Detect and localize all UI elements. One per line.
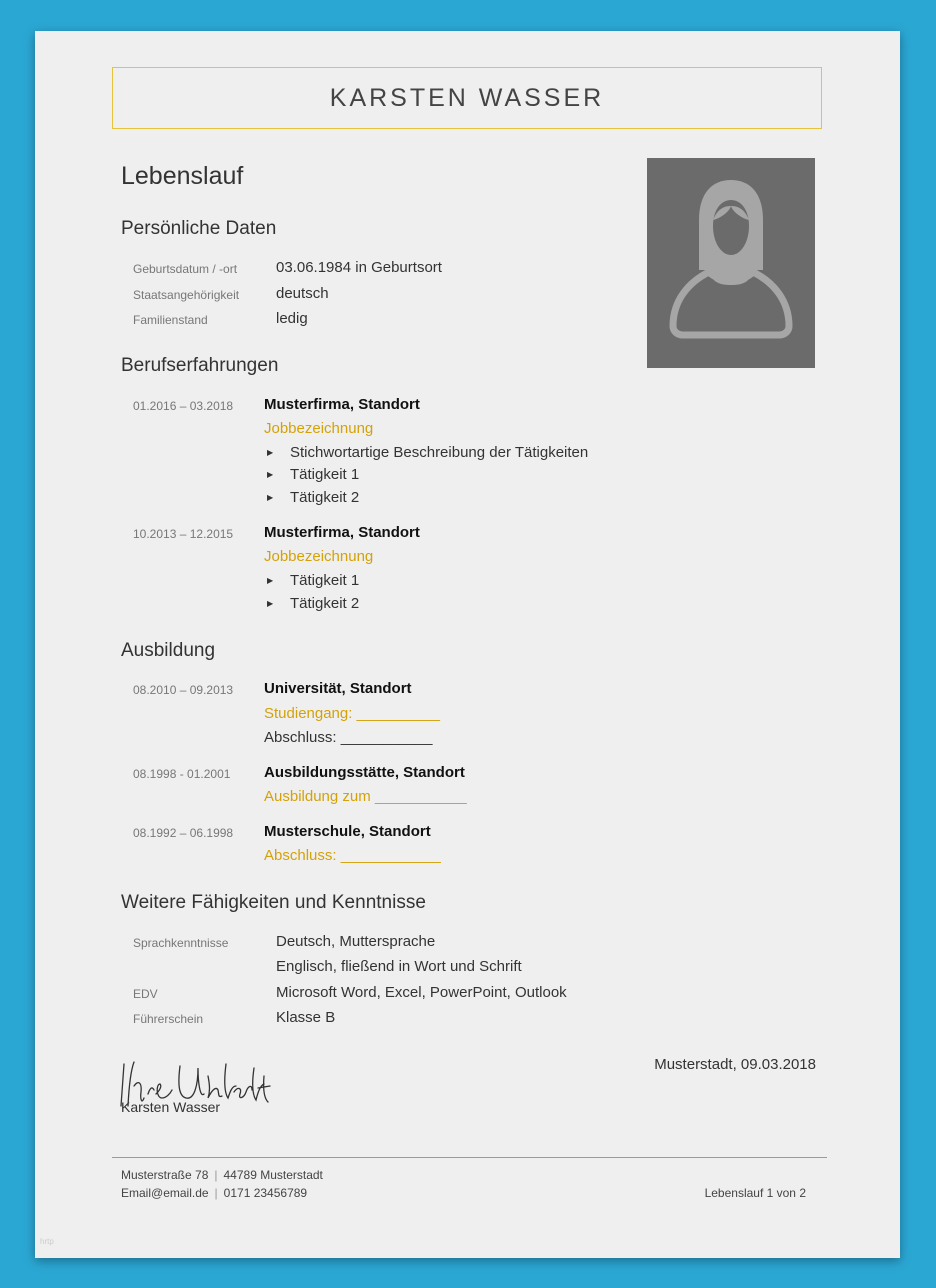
list-item: ▶ Stichwortartige Beschreibung der Tätigkeiten (267, 444, 589, 461)
person-silhouette-icon (647, 158, 815, 368)
place-date: Musterstadt, 09.03.2018 (654, 1056, 816, 1073)
experience-role-1: Jobbezeichnung (264, 420, 374, 437)
name-header (112, 67, 822, 129)
list-item: ▶ Tätigkeit 1 (267, 572, 360, 589)
section-heading-skills: Weitere Fähigkeiten und Kenntnisse (121, 892, 426, 913)
experience-company-1: Musterfirma, Standort (264, 396, 420, 413)
section-heading-experience: Berufserfahrungen (121, 355, 279, 376)
triangle-right-icon: ▶ (267, 493, 274, 502)
list-item: ▶ Tätigkeit 2 (267, 595, 360, 612)
edv-value: Microsoft Word, Excel, PowerPoint, Outlook (276, 984, 567, 1001)
footer-phone: 0171 23456789 (223, 1186, 308, 1200)
experience-company-2: Musterfirma, Standort (264, 524, 420, 541)
birth-value: 03.06.1984 in Geburtsort (276, 259, 442, 276)
page-number: Lebenslauf 1 von 2 (704, 1186, 806, 1200)
footer-email: Email@email.de (121, 1186, 209, 1200)
education-date-2: 08.1998 - 01.2001 (133, 767, 231, 781)
education-field-1: Studiengang: __________ (264, 705, 441, 722)
experience-date-2: 10.2013 – 12.2015 (133, 527, 234, 541)
languages-value-1: Deutsch, Muttersprache (276, 933, 436, 950)
edv-label: EDV (133, 987, 158, 1001)
languages-value-2: Englisch, fließend in Wort und Schrift (276, 958, 522, 975)
section-heading-education: Ausbildung (121, 640, 216, 661)
footer-address: Musterstraße 78 | 44789 Musterstadt (121, 1168, 323, 1182)
education-institution-2: Ausbildungsstätte, Standort (264, 764, 465, 781)
languages-label: Sprachkenntnisse (133, 936, 229, 950)
education-field-3: Abschluss: ____________ (264, 847, 441, 864)
experience-role-2: Jobbezeichnung (264, 548, 374, 565)
section-heading-personal: Persönliche Daten (121, 218, 277, 239)
cv-page (35, 31, 900, 1258)
education-institution-1: Universität, Standort (264, 680, 412, 697)
watermark: hrtp (40, 1237, 54, 1246)
footer-contact: Email@email.de | 0171 23456789 (121, 1186, 308, 1200)
footer-city: 44789 Musterstadt (223, 1168, 323, 1182)
document-title: Lebenslauf (121, 162, 244, 190)
experience-date-1: 01.2016 – 03.2018 (133, 399, 234, 413)
person-name: KARSTEN WASSER (329, 83, 605, 112)
license-label: Führerschein (133, 1012, 204, 1026)
education-date-1: 08.2010 – 09.2013 (133, 683, 234, 697)
education-institution-3: Musterschule, Standort (264, 823, 431, 840)
marital-value: ledig (276, 310, 308, 327)
triangle-right-icon: ▶ (267, 576, 274, 585)
footer-divider (112, 1157, 827, 1158)
education-field-2: Ausbildung zum ___________ (264, 788, 467, 805)
license-value: Klasse B (276, 1009, 336, 1026)
marital-label: Familienstand (133, 313, 208, 327)
nationality-label: Staatsangehörigkeit (133, 288, 240, 302)
education-degree-1: Abschluss: ___________ (264, 729, 433, 746)
birth-label: Geburtsdatum / -ort (133, 262, 238, 276)
triangle-right-icon: ▶ (267, 599, 274, 608)
nationality-value: deutsch (276, 285, 329, 302)
svg-text:Ihre Unterschrift: Ihre Unterschrift (118, 1056, 126, 1057)
profile-photo (647, 158, 815, 368)
list-item: ▶ Tätigkeit 2 (267, 489, 360, 506)
triangle-right-icon: ▶ (267, 470, 274, 479)
signature-name: Karsten Wasser (121, 1099, 221, 1115)
education-date-3: 08.1992 – 06.1998 (133, 826, 234, 840)
triangle-right-icon: ▶ (267, 448, 274, 457)
list-item: ▶ Tätigkeit 1 (267, 466, 360, 483)
footer-street: Musterstraße 78 (121, 1168, 209, 1182)
